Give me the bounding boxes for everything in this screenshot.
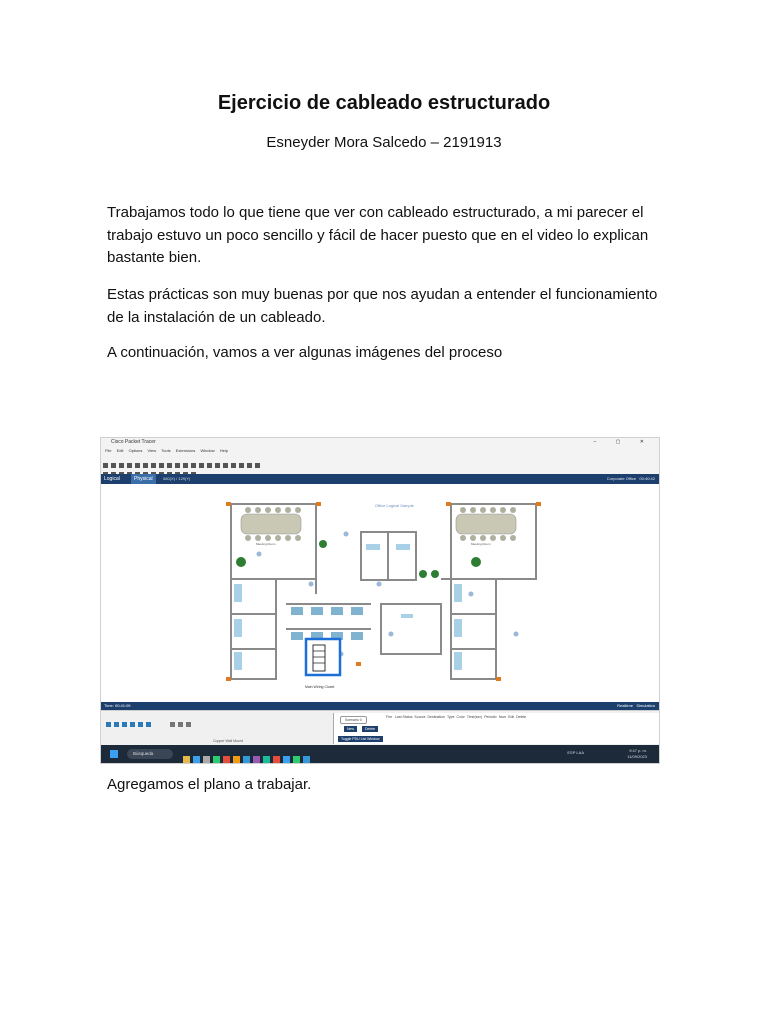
windows-taskbar	[101, 745, 659, 763]
pdu-panel	[333, 713, 659, 744]
menu-extensions: Extensions	[175, 448, 196, 453]
coords-readout: 580(X) / 129(Y)	[163, 476, 191, 481]
system-tray	[627, 748, 647, 760]
simulation-label: Simulation	[636, 703, 655, 708]
menu-window: Window	[200, 448, 215, 453]
paragraph-2: Estas prácticas son muy buenas por que nos ayudan a entender el funcionamiento de la instalación de un cableado.	[107, 286, 658, 326]
app-menubar	[101, 447, 659, 455]
menu-view: View	[147, 448, 157, 453]
floor-plan-drawing	[101, 484, 659, 702]
simulation-bar	[101, 702, 659, 710]
menu-file: File	[105, 448, 112, 453]
pdu-header-row: Fire Last Status Source Destination Type Color Time(sec) Periodic Num Edit Delete	[386, 715, 527, 719]
document-title: Ejercicio de cableado estructurado	[217, 92, 551, 114]
windows-start-icon	[110, 750, 118, 758]
app-title: Cisco Packet Tracer	[111, 439, 156, 445]
device-label: Copper Wall Mount	[213, 739, 243, 743]
realtime-label: Realtime	[617, 703, 633, 708]
device-panel	[101, 710, 659, 746]
tray-time: 9:47 p. m.	[629, 748, 647, 753]
app-toolbar	[101, 455, 659, 463]
image-caption: Agregamos el plano a trabajar.	[107, 776, 312, 793]
app-titlebar	[101, 438, 659, 447]
physical-tab: Physical	[131, 474, 156, 484]
document-author: Esneyder Mora Salcedo – 2191913	[266, 134, 502, 151]
wiring-closet-label: Main Wiring Closet	[305, 685, 335, 689]
tray-date: 11/09/2023	[627, 754, 647, 759]
location-label: Corporate Office 00:40:42	[606, 476, 655, 481]
meeting-room-left-label: Meeting Room	[256, 542, 276, 546]
menu-edit: Edit	[116, 448, 124, 453]
packet-tracer-screenshot	[100, 437, 660, 764]
toggle-pdu-button: Toggle PDU List Window	[338, 736, 383, 742]
new-button: New	[344, 726, 357, 732]
app-toolbar-secondary	[101, 464, 659, 472]
taskbar-search: Búsqueda	[127, 749, 173, 759]
canvas-label: Office Logical Sample	[375, 503, 414, 508]
scenario-select: Scenario 0	[340, 716, 367, 724]
mode-switch	[617, 702, 655, 710]
menu-options: Options	[128, 448, 143, 453]
menu-tools: Tools	[161, 448, 171, 453]
meeting-room-right-label: Meeting Room	[471, 542, 491, 546]
paragraph-3: A continuación, vamos a ver algunas imágenes del proceso	[107, 344, 503, 361]
sim-time: Time: 00:41:09	[104, 703, 131, 708]
paragraph-1: Trabajamos todo lo que tiene que ver con cableado estructurado, a mi parecer el trabajo estuvo un poco sencillo y fácil de hacer puesto que en el video lo explican bastante bien.	[107, 204, 649, 266]
taskbar-apps	[181, 750, 311, 764]
device-icons	[104, 714, 192, 732]
window-controls: – ▢ ✕	[593, 439, 653, 445]
logical-tab: Logical	[104, 476, 120, 482]
tray-language: ESP LAA	[567, 750, 584, 755]
menu-help: Help	[219, 448, 229, 453]
floor-plan-canvas	[101, 484, 659, 702]
workspace-modebar	[101, 474, 659, 484]
delete-button: Delete	[362, 726, 378, 732]
